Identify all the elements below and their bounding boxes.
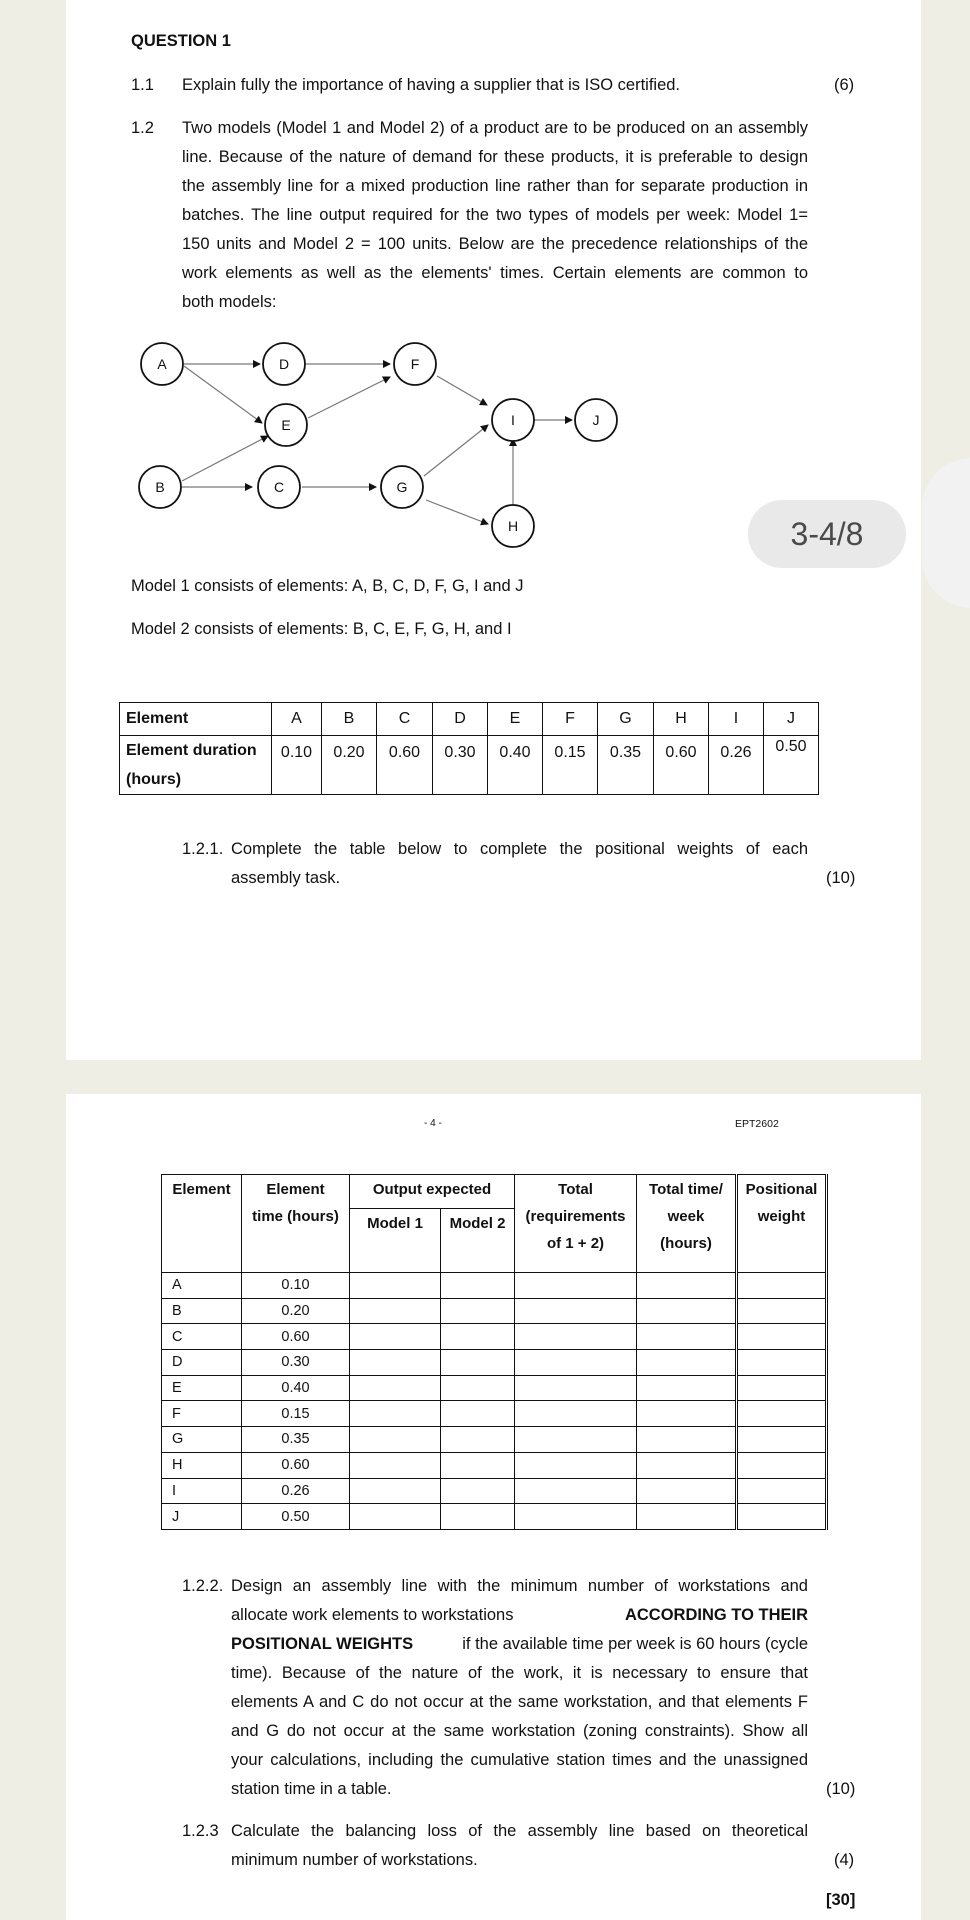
cell-model-2[interactable] [441, 1504, 515, 1530]
cell-model-1[interactable] [350, 1427, 441, 1453]
cell-time: 0.15 [242, 1401, 350, 1427]
header-element: Element [162, 1175, 242, 1273]
node-j [575, 399, 617, 441]
header-total: Total (requirements of 1 + 2) [515, 1175, 637, 1273]
q122-line [231, 1630, 808, 1659]
cell-element: A [162, 1273, 242, 1299]
table-row [162, 1478, 827, 1504]
cell-positional-weight[interactable] [737, 1401, 827, 1427]
duration-cell: 0.10 [272, 736, 322, 795]
cell-model-1[interactable] [350, 1478, 441, 1504]
cell-element: J [162, 1504, 242, 1530]
element-header: F [543, 703, 598, 736]
q121-marks: (10) [826, 869, 856, 887]
q122-emphasis: POSITIONAL WEIGHTS [231, 1635, 414, 1653]
table-row [162, 1427, 827, 1453]
node-d [263, 343, 305, 385]
cell-model-1[interactable] [350, 1298, 441, 1324]
cell-total[interactable] [515, 1298, 637, 1324]
cell-model-2[interactable] [441, 1350, 515, 1376]
element-header: C [377, 703, 433, 736]
model2-text: Model 2 consists of elements: B, C, E, F, G, H, and I [131, 620, 512, 638]
cell-total[interactable] [515, 1452, 637, 1478]
cell-positional-weight[interactable] [737, 1324, 827, 1350]
q123-number: 1.2.3 [182, 1822, 219, 1840]
cell-model-2[interactable] [441, 1478, 515, 1504]
edge-e-f [308, 377, 390, 418]
q12-line: both models: [182, 293, 277, 311]
cell-element: F [162, 1401, 242, 1427]
cell-total-time[interactable] [637, 1427, 737, 1453]
element-duration-table [119, 702, 819, 795]
table-header-row [162, 1175, 827, 1209]
table-row [162, 1298, 827, 1324]
page-indicator: 3-4/8 [748, 500, 906, 568]
duration-cell: 0.60 [654, 736, 709, 795]
duration-cell: 0.35 [598, 736, 654, 795]
header-model-2: Model 2 [441, 1209, 515, 1273]
cell-model-2[interactable] [441, 1298, 515, 1324]
cell-positional-weight[interactable] [737, 1427, 827, 1453]
node-f [394, 343, 436, 385]
cell-model-1[interactable] [350, 1452, 441, 1478]
cell-total-time[interactable] [637, 1350, 737, 1376]
model1-text: Model 1 consists of elements: A, B, C, D, F, G, I and J [131, 577, 524, 595]
q12-line: batches. The line output required for the two types of models per week: Model 1= [182, 206, 808, 224]
element-header: G [598, 703, 654, 736]
table-row [162, 1504, 827, 1530]
element-header: H [654, 703, 709, 736]
cell-total[interactable] [515, 1375, 637, 1401]
header-positional-weight: Positional weight [737, 1175, 827, 1273]
cell-model-2[interactable] [441, 1427, 515, 1453]
cell-model-1[interactable] [350, 1504, 441, 1530]
header-output-expected: Output expected [350, 1175, 515, 1209]
header-total-time: Total time/ week (hours) [637, 1175, 737, 1273]
cell-total-time[interactable] [637, 1273, 737, 1299]
element-header: I [709, 703, 764, 736]
course-code: EPT2602 [735, 1118, 779, 1130]
header-element-time: Element time (hours) [242, 1175, 350, 1273]
table-row [162, 1324, 827, 1350]
side-scroll-handle[interactable] [922, 458, 970, 608]
node-g [381, 466, 423, 508]
cell-positional-weight[interactable] [737, 1298, 827, 1324]
table-row [162, 1452, 827, 1478]
q121-line-2: assembly task. [231, 869, 341, 887]
cell-element: G [162, 1427, 242, 1453]
q122-line: time). Because of the nature of the work, it is necessary to ensure that [231, 1664, 808, 1682]
cell-total[interactable] [515, 1504, 637, 1530]
row-label-element: Element [120, 703, 272, 736]
duration-cell: 0.20 [322, 736, 377, 795]
cell-total-time[interactable] [637, 1478, 737, 1504]
q12-line: line. Because of the nature of demand for these products, it is preferable to design [182, 148, 808, 166]
edge-f-i [437, 376, 487, 405]
cell-positional-weight[interactable] [737, 1478, 827, 1504]
node-label: C [273, 479, 285, 495]
q12-line: Two models (Model 1 and Model 2) of a product are to be produced on an assembly [182, 119, 808, 137]
node-label: E [281, 417, 291, 433]
cell-model-1[interactable] [350, 1350, 441, 1376]
node-label: H [507, 518, 519, 534]
q11-number: 1.1 [131, 76, 154, 94]
cell-positional-weight[interactable] [737, 1375, 827, 1401]
cell-time: 0.35 [242, 1427, 350, 1453]
question-title: QUESTION 1 [131, 32, 231, 50]
duration-cell: 0.40 [488, 736, 543, 795]
node-label: G [396, 479, 408, 495]
q122-line: Design an assembly line with the minimum number of workstations and [231, 1577, 808, 1595]
cell-element: E [162, 1375, 242, 1401]
node-b [139, 466, 181, 508]
cell-time: 0.40 [242, 1375, 350, 1401]
cell-positional-weight[interactable] [737, 1452, 827, 1478]
duration-cell: 0.15 [543, 736, 598, 795]
cell-total-time[interactable] [637, 1452, 737, 1478]
cell-time: 0.60 [242, 1324, 350, 1350]
cell-total-time[interactable] [637, 1298, 737, 1324]
table-row [120, 736, 819, 795]
element-header: A [272, 703, 322, 736]
cell-total[interactable] [515, 1478, 637, 1504]
q122-emphasis: ACCORDING TO THEIR [624, 1606, 808, 1624]
table-row [162, 1350, 827, 1376]
element-header: B [322, 703, 377, 736]
cell-model-2[interactable] [441, 1375, 515, 1401]
precedence-diagram [0, 0, 970, 560]
cell-total-time[interactable] [637, 1504, 737, 1530]
cell-model-1[interactable] [350, 1401, 441, 1427]
q122-text: allocate work elements to workstations [231, 1606, 514, 1624]
q122-marks: (10) [826, 1780, 856, 1798]
cell-model-2[interactable] [441, 1324, 515, 1350]
cell-positional-weight[interactable] [737, 1350, 827, 1376]
q122-paragraph [231, 1572, 808, 1804]
table-row [120, 703, 819, 736]
table-row [162, 1375, 827, 1401]
node-label: D [278, 356, 290, 372]
node-label: F [410, 356, 420, 372]
cell-element: D [162, 1350, 242, 1376]
cell-model-2[interactable] [441, 1401, 515, 1427]
page-number: - 4 - [424, 1118, 442, 1129]
cell-time: 0.50 [242, 1504, 350, 1530]
q121-number: 1.2.1. [182, 840, 224, 858]
node-c [258, 466, 300, 508]
cell-element: H [162, 1452, 242, 1478]
node-label: J [592, 412, 600, 428]
cell-time: 0.26 [242, 1478, 350, 1504]
q11-marks: (6) [834, 76, 855, 94]
element-header: E [488, 703, 543, 736]
q12-number: 1.2 [131, 119, 154, 137]
node-i [492, 399, 534, 441]
duration-cell: 0.60 [377, 736, 433, 795]
cell-total-time[interactable] [637, 1375, 737, 1401]
node-a [141, 343, 183, 385]
cell-model-2[interactable] [441, 1452, 515, 1478]
duration-cell: 0.30 [433, 736, 488, 795]
cell-positional-weight[interactable] [737, 1273, 827, 1299]
cell-element: B [162, 1298, 242, 1324]
duration-cell: 0.50 [764, 736, 819, 795]
q123-line-1: Calculate the balancing loss of the assembly line based on theoretical [231, 1822, 808, 1840]
node-label: A [157, 356, 167, 372]
edge-g-i [424, 425, 488, 476]
cell-element: I [162, 1478, 242, 1504]
table-row [162, 1401, 827, 1427]
cell-positional-weight[interactable] [737, 1504, 827, 1530]
cell-model-1[interactable] [350, 1375, 441, 1401]
q122-line: elements A and C do not occur at the same workstation, and that elements F [231, 1693, 808, 1711]
q122-text: if the available time per week is 60 hours (cycle [462, 1635, 808, 1653]
cell-total[interactable] [515, 1350, 637, 1376]
cell-total-time[interactable] [637, 1324, 737, 1350]
q122-line: station time in a table. [231, 1780, 392, 1798]
total-marks: [30] [826, 1891, 856, 1909]
node-h [492, 505, 534, 547]
cell-model-1[interactable] [350, 1324, 441, 1350]
cell-model-1[interactable] [350, 1273, 441, 1299]
node-e [265, 404, 307, 446]
cell-time: 0.10 [242, 1273, 350, 1299]
node-label: I [511, 412, 515, 428]
element-header: D [433, 703, 488, 736]
cell-time: 0.20 [242, 1298, 350, 1324]
cell-element: C [162, 1324, 242, 1350]
edge-b-e [182, 436, 268, 481]
q12-line: 150 units and Model 2 = 100 units. Below are the precedence relationships of the [182, 235, 808, 253]
cell-model-2[interactable] [441, 1273, 515, 1299]
row-label-duration: Element duration (hours) [120, 736, 272, 795]
element-header: J [764, 703, 819, 736]
edge-a-e [184, 366, 262, 423]
edge-g-h [426, 500, 488, 524]
q122-line: your calculations, including the cumulative station times and the unassigned [231, 1751, 808, 1769]
cell-total[interactable] [515, 1273, 637, 1299]
q12-line: work elements as well as the elements' times. Certain elements are common to [182, 264, 808, 282]
q122-line [231, 1601, 808, 1630]
cell-total-time[interactable] [637, 1401, 737, 1427]
node-label: B [155, 479, 165, 495]
positional-weight-table [161, 1174, 828, 1530]
cell-time: 0.60 [242, 1452, 350, 1478]
q11-text: Explain fully the importance of having a supplier that is ISO certified. [182, 76, 681, 94]
q123-marks: (4) [834, 1851, 855, 1869]
cell-total[interactable] [515, 1427, 637, 1453]
q122-line: and G do not occur at the same workstation (zoning constraints). Show all [231, 1722, 808, 1740]
duration-cell: 0.26 [709, 736, 764, 795]
header-model-1: Model 1 [350, 1209, 441, 1273]
q122-number: 1.2.2. [182, 1577, 224, 1595]
q12-line: the assembly line for a mixed production line rather than for separate production in [182, 177, 808, 195]
table-row [162, 1273, 827, 1299]
q121-line-1: Complete the table below to complete the positional weights of each [231, 840, 808, 858]
q123-line-2: minimum number of workstations. [231, 1851, 478, 1869]
cell-total[interactable] [515, 1324, 637, 1350]
cell-total[interactable] [515, 1401, 637, 1427]
cell-time: 0.30 [242, 1350, 350, 1376]
